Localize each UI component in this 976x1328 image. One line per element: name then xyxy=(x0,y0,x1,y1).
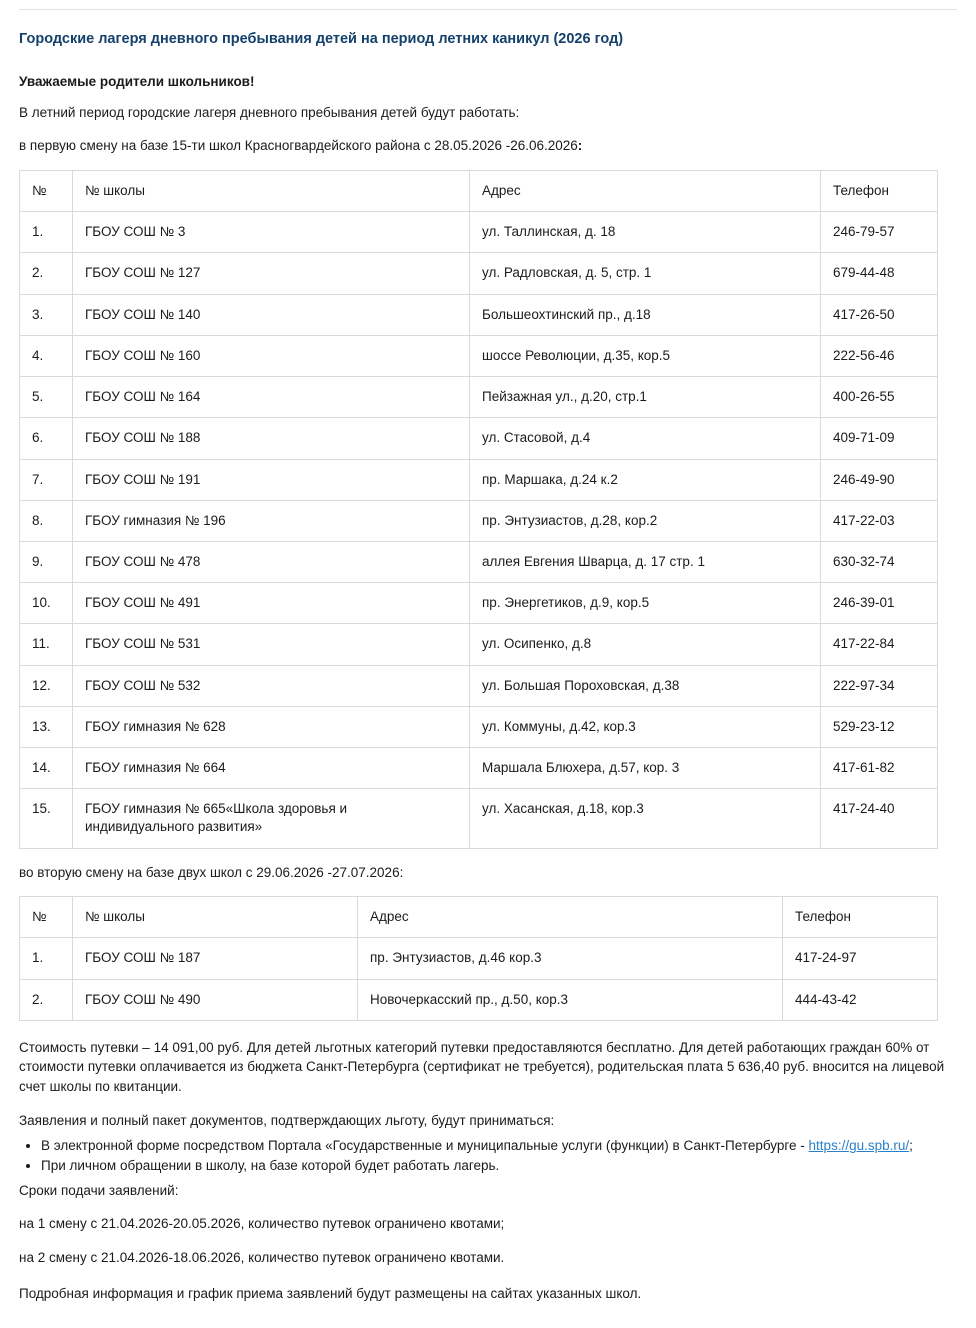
table-row xyxy=(20,294,938,335)
column-header-phone: Телефон xyxy=(783,897,938,938)
column-header-number: № xyxy=(20,170,73,211)
cell-number: 2. xyxy=(20,253,73,294)
cell-address: пр. Энергетиков, д.9, кор.5 xyxy=(470,583,821,624)
cell-number: 6. xyxy=(20,418,73,459)
table-row xyxy=(20,706,938,747)
cell-address: ул. Осипенко, д.8 xyxy=(470,624,821,665)
cell-number: 8. xyxy=(20,500,73,541)
schools-table-shift-two xyxy=(19,896,938,1021)
footer-note: Подробная информация и график приема заявлений будут размещены на сайтах указанных школ. xyxy=(19,1286,642,1302)
cell-address: ул. Большая Пороховская, д.38 xyxy=(470,665,821,706)
cell-address: Большеохтинский пр., д.18 xyxy=(470,294,821,335)
cell-number: 12. xyxy=(20,665,73,706)
table-row xyxy=(20,212,938,253)
shift-one-text: в первую смену на базе 15-ти школ Красногвардейского района с 28.05.2026 -26.06.2026 xyxy=(19,138,578,154)
cell-phone: 417-24-40 xyxy=(821,789,938,848)
cell-address: ул. Хасанская, д.18, кор.3 xyxy=(470,789,821,848)
table-row xyxy=(20,418,938,459)
cell-school: ГБОУ СОШ № 532 xyxy=(73,665,470,706)
cell-school: ГБОУ СОШ № 160 xyxy=(73,335,470,376)
cell-school: ГБОУ СОШ № 191 xyxy=(73,459,470,500)
table-header-row xyxy=(20,170,938,211)
cell-address: ул. Стасовой, д.4 xyxy=(470,418,821,459)
cell-school: ГБОУ СОШ № 491 xyxy=(73,583,470,624)
deadlines-title: Сроки подачи заявлений: xyxy=(19,1182,179,1198)
list-item xyxy=(41,1136,957,1156)
applications-list xyxy=(19,1136,957,1177)
cell-address: Пейзажная ул., д.20, стр.1 xyxy=(470,377,821,418)
table-row xyxy=(20,624,938,665)
cell-number: 13. xyxy=(20,706,73,747)
table-row xyxy=(20,253,938,294)
deadline-shift-one: на 1 смену с 21.04.2026-20.05.2026, количество путевок ограничено квотами; xyxy=(19,1216,505,1232)
table-row xyxy=(20,938,938,979)
cell-phone: 630-32-74 xyxy=(821,541,938,582)
portal-link[interactable]: https://gu.spb.ru/ xyxy=(808,1138,910,1154)
table-row xyxy=(20,583,938,624)
list-item xyxy=(41,1156,957,1176)
cell-number: 14. xyxy=(20,748,73,789)
intro-paragraph: В летний период городские лагеря дневного пребывания детей будут работать: xyxy=(19,104,520,120)
cell-phone: 222-97-34 xyxy=(821,665,938,706)
cell-phone: 417-61-82 xyxy=(821,748,938,789)
cell-address: аллея Евгения Шварца, д. 17 стр. 1 xyxy=(470,541,821,582)
cell-phone: 417-24-97 xyxy=(783,938,938,979)
cell-school: ГБОУ гимназия № 664 xyxy=(73,748,470,789)
cell-phone: 222-56-46 xyxy=(821,335,938,376)
cell-phone: 246-39-01 xyxy=(821,583,938,624)
list-item-text: В электронной форме посредством Портала «Государственные и муниципальные услуги (функции) в Санкт-Петербурге - xyxy=(41,1138,809,1154)
page-title: Городские лагеря дневного пребывания детей на период летних каникул (2026 год) xyxy=(19,31,624,47)
cell-school: ГБОУ СОШ № 478 xyxy=(73,541,470,582)
cell-number: 1. xyxy=(20,212,73,253)
table-row xyxy=(20,665,938,706)
shift-one-colon: : xyxy=(577,138,583,154)
cell-number: 9. xyxy=(20,541,73,582)
column-header-number: № xyxy=(20,897,73,938)
cell-school: ГБОУ СОШ № 3 xyxy=(73,212,470,253)
cell-phone: 246-79-57 xyxy=(821,212,938,253)
cell-phone: 409-71-09 xyxy=(821,418,938,459)
cell-school: ГБОУ СОШ № 531 xyxy=(73,624,470,665)
list-item-text: При личном обращении в школу, на базе которой будет работать лагерь. xyxy=(41,1158,500,1174)
cell-number: 3. xyxy=(20,294,73,335)
cell-phone: 417-22-84 xyxy=(821,624,938,665)
cell-school: ГБОУ гимназия № 628 xyxy=(73,706,470,747)
column-header-school: № школы xyxy=(73,170,470,211)
cell-address: ул. Коммуны, д.42, кор.3 xyxy=(470,706,821,747)
schools-table-shift-one xyxy=(19,170,938,849)
cell-number: 1. xyxy=(20,938,73,979)
cell-school: ГБОУ СОШ № 188 xyxy=(73,418,470,459)
cell-phone: 444-43-42 xyxy=(783,979,938,1020)
cell-address: пр. Энтузиастов, д.28, кор.2 xyxy=(470,500,821,541)
cell-phone: 400-26-55 xyxy=(821,377,938,418)
cell-phone: 417-22-03 xyxy=(821,500,938,541)
cell-phone: 417-26-50 xyxy=(821,294,938,335)
table-row xyxy=(20,748,938,789)
cell-address: пр. Энтузиастов, д.46 кор.3 xyxy=(358,938,783,979)
deadline-shift-two: на 2 смену с 21.04.2026-18.06.2026, количество путевок ограничено квотами. xyxy=(19,1249,505,1265)
cell-address: ул. Таллинская, д. 18 xyxy=(470,212,821,253)
cell-school: ГБОУ СОШ № 140 xyxy=(73,294,470,335)
cell-address: шоссе Революции, д.35, кор.5 xyxy=(470,335,821,376)
top-divider xyxy=(19,9,957,10)
bottom-spacer xyxy=(19,1304,957,1328)
cell-phone: 246-49-90 xyxy=(821,459,938,500)
cell-number: 2. xyxy=(20,979,73,1020)
cost-note: Стоимость путевки – 14 091,00 руб. Для детей льготных категорий путевки предоставляются бесплатно. Для детей работающих граждан 60% от стоимости путевки оплачивается из бюджета Санкт-Петербурга (сертификат не требуется), родительская плата 5 636,40 руб. вносится на лицевой счет школы по квитанции. xyxy=(19,1039,945,1095)
document-page xyxy=(0,9,976,1328)
table-row xyxy=(20,335,938,376)
shift-two-paragraph: во вторую смену на базе двух школ с 29.06.2026 -27.07.2026: xyxy=(19,864,404,880)
column-header-address: Адрес xyxy=(358,897,783,938)
cell-school: ГБОУ СОШ № 187 xyxy=(73,938,358,979)
table-row xyxy=(20,541,938,582)
lead-heading: Уважаемые родители школьников! xyxy=(19,73,255,89)
column-header-school: № школы xyxy=(73,897,358,938)
shift-one-paragraph xyxy=(19,136,957,156)
cell-address: Маршала Блюхера, д.57, кор. 3 xyxy=(470,748,821,789)
cell-school: ГБОУ СОШ № 164 xyxy=(73,377,470,418)
list-item-text-tail: ; xyxy=(909,1138,913,1154)
cell-number: 10. xyxy=(20,583,73,624)
table-row xyxy=(20,377,938,418)
cell-number: 11. xyxy=(20,624,73,665)
column-header-address: Адрес xyxy=(470,170,821,211)
table-row xyxy=(20,459,938,500)
cell-school: ГБОУ гимназия № 665«Школа здоровья и индивидуального развития» xyxy=(73,789,470,848)
table-row xyxy=(20,979,938,1020)
cell-number: 4. xyxy=(20,335,73,376)
cell-number: 5. xyxy=(20,377,73,418)
applications-intro: Заявления и полный пакет документов, подтверждающих льготу, будут приниматься: xyxy=(19,1112,555,1128)
cell-school: ГБОУ СОШ № 490 xyxy=(73,979,358,1020)
cell-address: Новочеркасский пр., д.50, кор.3 xyxy=(358,979,783,1020)
cell-phone: 679-44-48 xyxy=(821,253,938,294)
column-header-phone: Телефон xyxy=(821,170,938,211)
cell-address: пр. Маршака, д.24 к.2 xyxy=(470,459,821,500)
table-row xyxy=(20,789,938,848)
table-row xyxy=(20,500,938,541)
table-header-row xyxy=(20,897,938,938)
cell-number: 15. xyxy=(20,789,73,848)
cell-phone: 529-23-12 xyxy=(821,706,938,747)
cell-school: ГБОУ СОШ № 127 xyxy=(73,253,470,294)
cell-number: 7. xyxy=(20,459,73,500)
cell-address: ул. Радловская, д. 5, стр. 1 xyxy=(470,253,821,294)
cell-school: ГБОУ гимназия № 196 xyxy=(73,500,470,541)
